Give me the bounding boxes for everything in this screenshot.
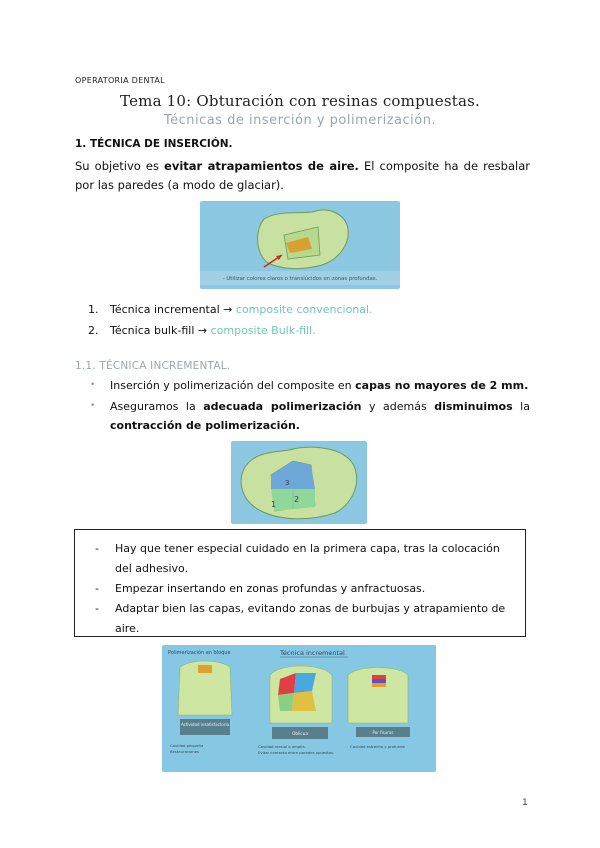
slide-note: Cavidad mesial o amplia.: [258, 744, 306, 749]
note-item: - Hay que tener especial cuidado en la primera capa, tras la colocación del adhesivo.: [95, 539, 515, 579]
slide-note: Restauraciones: [170, 749, 200, 754]
slide-left-title: Polimerización en bloque: [168, 650, 231, 656]
list-item: 2. Técnica bulk-fill → composite Bulk-fill.: [88, 324, 316, 337]
incremental-bullets: [90, 376, 530, 435]
layer-label-1: 1: [271, 500, 277, 509]
slide-label-left: Actividad insatisfactoria: [180, 722, 230, 727]
bullet-item: • Inserción y polimerización del composite en capas no mayores de 2 mm.: [90, 376, 530, 395]
slide-note: Cavidad estrecha y profunda: [350, 744, 405, 749]
layer-label-3: 3: [285, 479, 290, 487]
slide-label-center: Oblicua: [292, 731, 308, 736]
page-number: 1: [522, 798, 528, 808]
slide-label-right: Por fisuras: [372, 730, 394, 735]
header-label: OPERATORIA DENTAL: [75, 76, 165, 85]
section-1-heading: 1. TÉCNICA DE INSERCIÓN.: [75, 138, 233, 150]
bullet-item: • Aseguramos la adecuada polimerización y además disminuimos la contracción de polimerización.: [90, 397, 530, 435]
slide-center-title: Técnica incremental: [280, 649, 345, 657]
insertion-figure: [200, 201, 400, 289]
document-title: Tema 10: Obturación con resinas compuestas.: [120, 92, 480, 110]
section-1-1-heading: 1.1. TÉCNICA INCREMENTAL.: [75, 360, 231, 372]
note-item: - Empezar insertando en zonas profundas y anfractuosas.: [95, 579, 515, 599]
document-subtitle: Técnicas de inserción y polimerización.: [163, 113, 437, 128]
list-item: 1. Técnica incremental → composite convencional.: [88, 303, 373, 316]
techniques-slide: [162, 645, 436, 772]
layer-label-2: 2: [294, 495, 300, 504]
section-1-intro: Su objetivo es evitar atrapamientos de aire. El composite ha de resbalar por las paredes (a modo de glaciar).: [75, 159, 530, 192]
incremental-layers-figure: [231, 441, 367, 524]
slide-note: Cavidad pequeña: [170, 743, 204, 748]
insertion-figure-caption: - Utilizar colores claros o translúcidos en zonas profundas.: [222, 276, 378, 282]
slide-note: Evitar contacto entre paredes opuestas.: [258, 750, 335, 755]
technique-list: [88, 299, 373, 341]
note-item: - Adaptar bien las capas, evitando zonas de burbujas y atrapamiento de aire.: [95, 599, 515, 639]
notes-box: [74, 529, 526, 637]
